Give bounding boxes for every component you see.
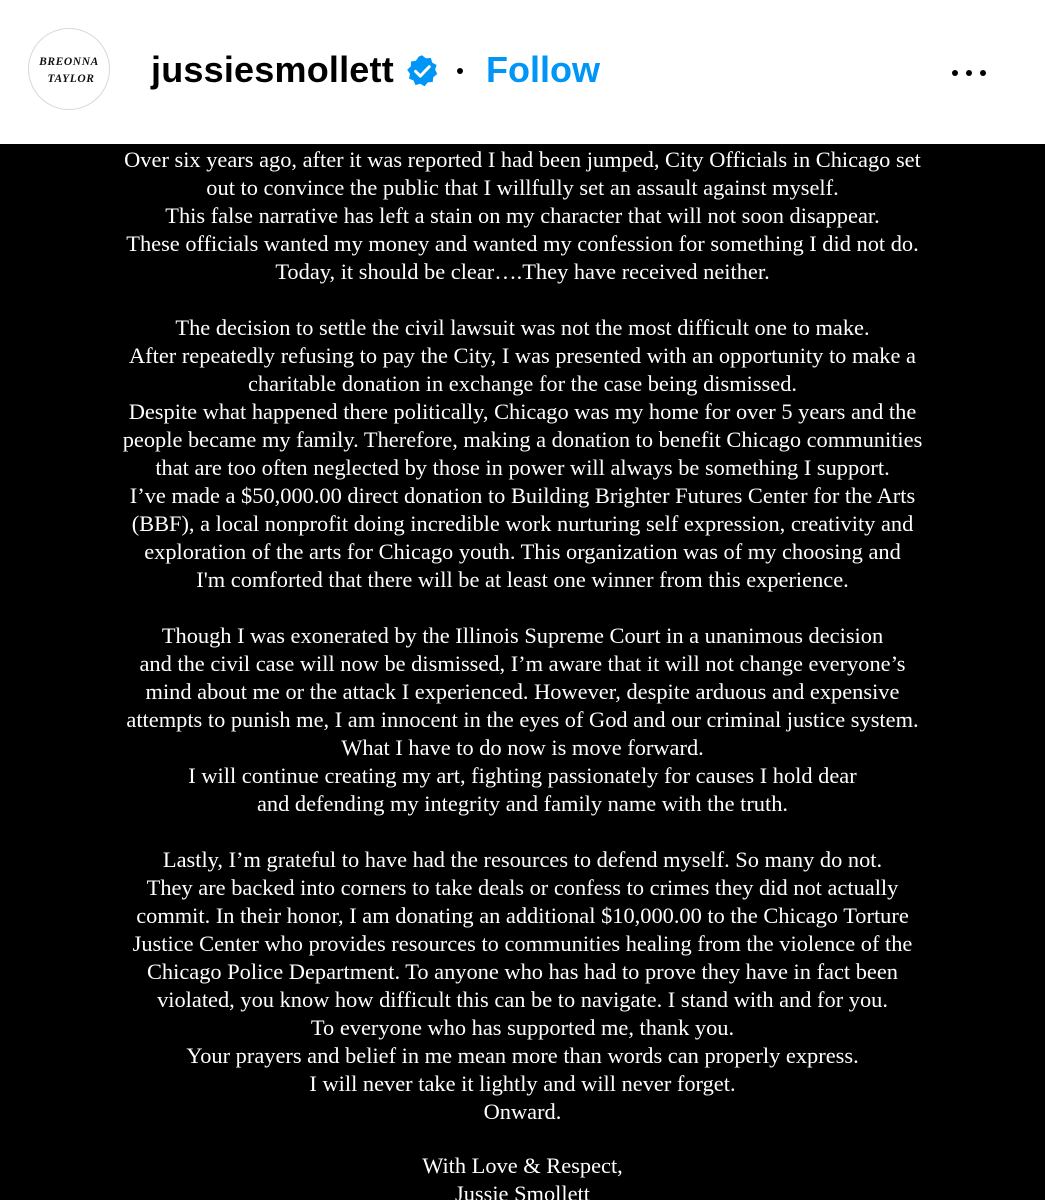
statement-line: exploration of the arts for Chicago youth. This organization was of my choosing and [144,539,901,564]
statement-line: violated, you know how difficult this can be to navigate. I stand with and for you. [157,987,888,1012]
statement-line: charitable donation in exchange for the case being dismissed. [247,371,797,396]
statement-line: Chicago Police Department. To anyone who has had to prove they have in fact been [147,959,898,984]
statement-line: (BBF), a local nonprofit doing incredible work nurturing self expression, creativity and [131,511,914,536]
follow-button[interactable]: Follow [486,49,600,90]
statement-paragraph-2 [0,314,1045,594]
statement-line: Onward. [483,1099,562,1124]
post-header [0,0,1045,144]
statement-line: I’ve made a $50,000.00 direct donation to Building Brighter Futures Center for the Arts [129,483,916,508]
more-dot [966,70,972,76]
statement-line: Justice Center who provides resources to communities healing from the violence of the [132,931,913,956]
statement-line: With Love & Respect, [422,1153,623,1178]
statement-line: mind about me or the attack I experienced. However, despite arduous and expensive [145,679,900,704]
statement-line: These officials wanted my money and wanted my confession for something I did not do. [126,231,919,256]
statement-image [0,144,1045,1200]
statement-line: To everyone who has supported me, thank you. [310,1015,735,1040]
more-dot [980,70,986,76]
statement-signoff [0,1152,1045,1200]
statement-line: and defending my integrity and family name with the truth. [256,791,789,816]
statement-signature: Jussie Smollett [455,1181,590,1200]
statement-line: This false narrative has left a stain on my character that will not soon disappear. [165,203,880,228]
statement-paragraph-3 [0,622,1045,818]
statement-line: commit. In their honor, I am donating an additional $10,000.00 to the Chicago Torture [136,903,909,928]
statement-line: After repeatedly refusing to pay the City, I was presented with an opportunity to make a [129,343,916,368]
separator-dot [457,68,463,74]
more-dot [952,70,958,76]
statement-line: Your prayers and belief in me mean more than words can properly express. [186,1043,859,1068]
statement-line: I will never take it lightly and will never forget. [309,1071,736,1096]
statement-line: The decision to settle the civil lawsuit was not the most difficult one to make. [175,315,870,340]
statement-line: What I have to do now is move forward. [341,735,704,760]
statement-paragraph-4 [0,846,1045,1126]
statement-line: Though I was exonerated by the Illinois Supreme Court in a unanimous decision [161,623,884,648]
more-options-icon[interactable] [952,60,1028,86]
statement-line: Lastly, I’m grateful to have had the resources to defend myself. So many do not. [162,847,883,872]
verified-badge-icon [405,54,439,88]
statement-line: I will continue creating my art, fighting passionately for causes I hold dear [188,763,857,788]
statement-paragraph-1 [0,146,1045,286]
statement-line: I'm comforted that there will be at least one winner from this experience. [196,567,849,592]
statement-line: that are too often neglected by those in power will always be something I support. [155,455,890,480]
statement-line: out to convince the public that I willfully set an assault against myself. [206,175,839,200]
username[interactable]: jussiesmollett [151,49,394,90]
avatar[interactable] [28,28,110,110]
svg-text:TAYLOR: TAYLOR [47,73,95,85]
statement-line: Today, it should be clear….They have received neither. [275,259,770,284]
statement-line: Despite what happened there politically, Chicago was my home for over 5 years and the [128,399,917,424]
statement-line: attempts to punish me, I am innocent in the eyes of God and our criminal justice system. [126,707,919,732]
breonna-taylor-logo [33,49,105,89]
statement-line: Over six years ago, after it was reported I had been jumped, City Officials in Chicago set [124,147,921,172]
statement-line: and the civil case will now be dismissed, I’m aware that it will not change everyone’s [139,651,906,676]
statement-line: They are backed into corners to take deals or confess to crimes they did not actually [146,875,899,900]
statement-line: people became my family. Therefore, making a donation to benefit Chicago communities [122,427,923,452]
svg-text:BREONNA: BREONNA [39,56,99,68]
